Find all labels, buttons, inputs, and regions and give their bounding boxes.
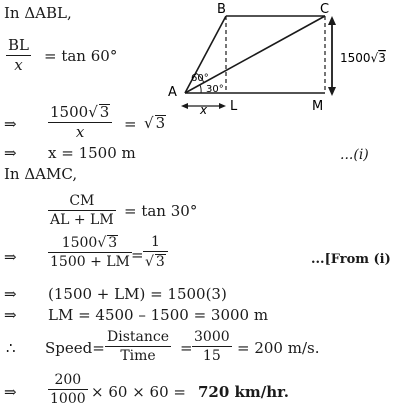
fraction-denominator: x (75, 123, 85, 141)
point-label-m: M (312, 99, 324, 114)
fraction-numerator: Distance (107, 329, 170, 345)
implies-arrow: ⇒ (4, 144, 17, 162)
implies-arrow: ⇒ (4, 383, 17, 401)
x-label: x (200, 103, 208, 117)
radicand: 3 (99, 103, 110, 121)
conversion-multiplier: × 60 × 60 = (91, 383, 186, 401)
implies-arrow: ⇒ (4, 285, 17, 303)
reference-text: ...[From (i) (311, 252, 391, 267)
fraction-denominator: x (14, 56, 23, 74)
radicand: 3 (155, 254, 165, 270)
x-arrowhead-left (181, 103, 188, 109)
fraction-numerator: BL (8, 36, 29, 54)
fraction-distance-over-time (105, 330, 171, 363)
speed-label: Speed= (45, 339, 105, 357)
point-label-l: L (230, 99, 238, 114)
equation-rhs-tan60: = tan 60° (44, 47, 118, 65)
fraction-1500root3-over-x (48, 104, 112, 140)
heading-triangle-amc: In ΔAMC, (4, 165, 78, 183)
sqrt-symbol: √ 3 (97, 235, 118, 251)
equation-x-equals-1500: x = 1500 m (48, 144, 136, 162)
height-arrowhead-top (328, 16, 336, 25)
fraction-numerator (48, 104, 112, 122)
equation-1500-plus-lm: (1500 + LM) = 1500(3) (48, 285, 227, 303)
radicand: 3 (108, 235, 118, 251)
sqrt-symbol: √ 3 (88, 103, 110, 121)
equals-sign: = (131, 246, 144, 264)
sqrt-symbol: √ 3 (145, 254, 165, 270)
angle-label-60: 60° (191, 73, 209, 84)
heading-triangle-abl: In ΔABL, (4, 4, 72, 22)
implies-arrow: ⇒ (4, 306, 17, 324)
fraction-denominator: AL + LM (50, 212, 114, 228)
fraction-3000-over-15 (192, 330, 232, 363)
fraction-numerator: 3000 (194, 329, 230, 345)
fraction-denominator (143, 252, 168, 269)
height-radicand: 3 (378, 51, 386, 65)
numerator-value: 1500 (61, 235, 98, 251)
fraction-bl-over-x (6, 38, 31, 73)
height-value: 1500 (340, 51, 371, 65)
fraction-1-over-root3 (143, 235, 168, 269)
fraction-denominator: Time (120, 348, 156, 364)
speed-result: = 200 m/s. (237, 339, 320, 357)
fraction-denominator: 1000 (50, 391, 86, 407)
implies-arrow: ⇒ (4, 248, 17, 266)
fraction-200-over-1000 (48, 373, 88, 406)
fraction-denominator: 1500 + LM (50, 254, 130, 270)
equals-sign: = (124, 115, 137, 133)
fraction-cm-over-al-plus-lm (48, 194, 116, 227)
equation-rhs-tan30: = tan 30° (124, 202, 198, 220)
implies-arrow: ⇒ (4, 115, 17, 133)
x-arrowhead-right (219, 103, 226, 109)
height-arrowhead-bottom (328, 87, 336, 96)
sqrt-symbol: √ 3 (144, 114, 166, 132)
equation-reference-from-i (311, 253, 391, 266)
final-answer: 720 km/hr. (198, 383, 289, 401)
numerator-value: 1500 (50, 103, 89, 121)
fraction-denominator: 15 (202, 348, 221, 364)
radicand: 3 (155, 114, 166, 132)
fraction-numerator: 200 (54, 372, 82, 388)
point-label-b: B (217, 2, 226, 17)
fraction-numerator: CM (69, 193, 95, 209)
equation-lm-value: LM = 4500 – 1500 = 3000 m (48, 306, 269, 324)
angle-arc-30 (200, 85, 201, 93)
angle-label-30: 30° (206, 84, 224, 95)
equals-sign: = (180, 339, 193, 357)
fraction-1500root3-over-1500-plus-lm (48, 235, 132, 269)
height-label (340, 51, 386, 65)
equation-reference-i: ...(i) (340, 147, 369, 163)
fraction-numerator: 1 (150, 234, 160, 250)
geometry-figure (160, 0, 386, 130)
sqrt-symbol: √ (370, 51, 379, 65)
point-label-a: A (168, 85, 177, 100)
fraction-numerator (48, 235, 132, 252)
point-label-c: C (320, 2, 330, 17)
therefore-symbol: ∴ (6, 339, 16, 357)
